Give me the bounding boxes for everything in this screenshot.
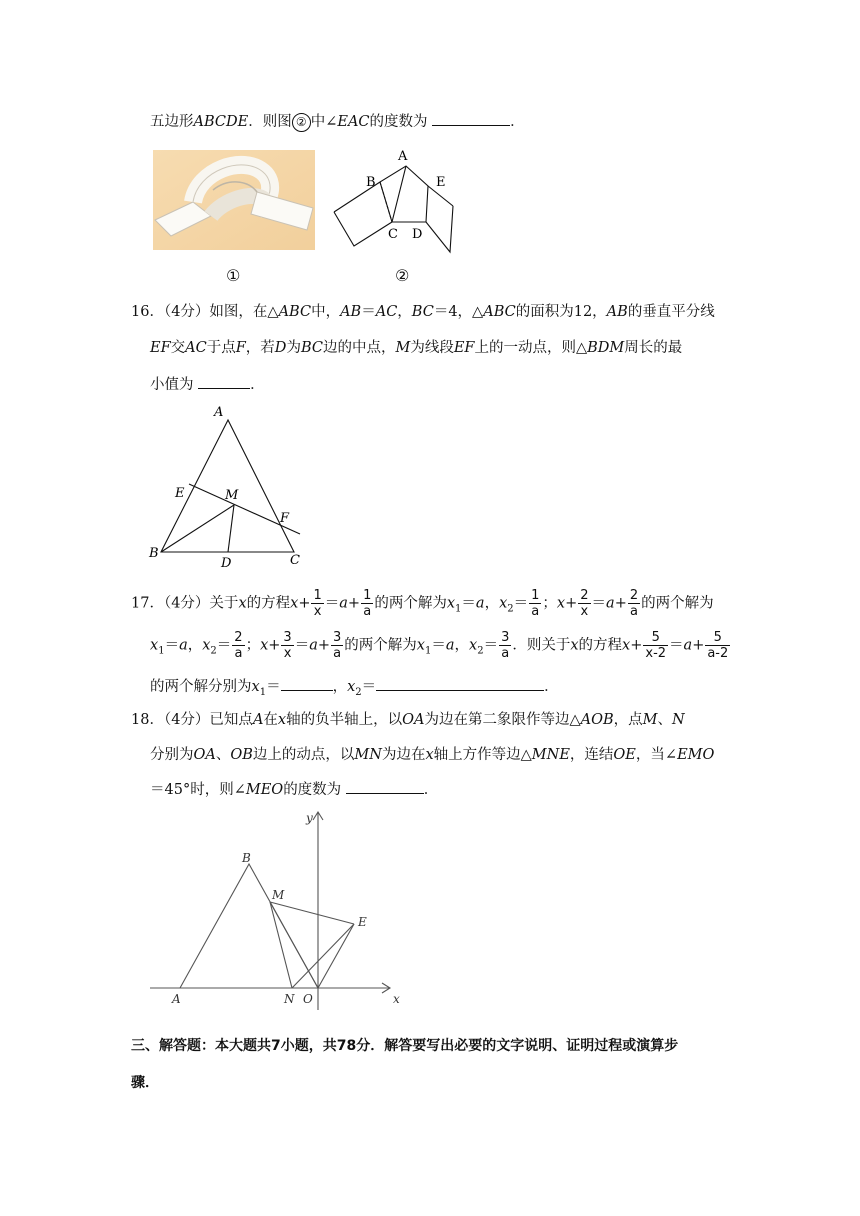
answer-blank-1 xyxy=(281,676,333,691)
answer-blank xyxy=(432,111,510,126)
label-B: B xyxy=(242,851,251,865)
q17-line3: 的两个解分别为$x_1=$ ，$x_2=$ ． xyxy=(150,676,860,703)
triangle-abc-figure xyxy=(144,400,314,572)
coordinate-triangle-figure xyxy=(146,806,410,1018)
q18-line3: ＝45°时，则∠MEO的度数为 ． xyxy=(150,779,860,800)
label-y: y xyxy=(306,811,313,825)
label-M: M xyxy=(272,888,285,902)
q18-line2: 分别为OA、OB边上的动点，以MN为边在x轴上方作等边△MNE，连结OE，当∠EMO xyxy=(150,747,715,763)
q16-line2: EF交AC于点F，若D为BC边的中点，M为线段EF上的一动点，则△BDM周长的最 xyxy=(150,340,683,356)
knot-photo-figure xyxy=(153,150,315,250)
pentagon-fold-figure xyxy=(328,146,458,258)
label-F: F xyxy=(280,511,290,526)
label-E: E xyxy=(436,175,446,190)
label-E: E xyxy=(175,486,185,501)
label-O: O xyxy=(303,992,313,1006)
q16-line1: 16．（4分）如图，在△ABC中，AB＝AC，BC＝4，△ABC的面积为12，AB的垂直平分线 xyxy=(131,304,715,320)
label-A: A xyxy=(398,149,408,164)
label-A: A xyxy=(214,405,224,420)
section-heading: 三、解答题：本大题共7小题，共78分．解答要写出必要的文字说明、证明过程或演算步 xyxy=(131,1038,679,1054)
label-C: C xyxy=(388,227,398,242)
q17-line1: 17．（4分）关于x的方程x+ $\frac{1}{x}$ ＝a+ $\frac{1}{a}$ 的两个解为$x_1=a$，$x_2=$ $\frac{1}{a}$ ；x+ $\frac{2}{x}$ ＝a+ $\frac{2}{a}$ 的两个解为 xyxy=(131,588,714,619)
label-B: B xyxy=(149,546,159,561)
q15-question-text: 五边形ABCDE．则图 ② 中∠EAC的度数为 ． xyxy=(150,111,860,132)
answer-blank xyxy=(346,779,424,794)
fig1-caption: ① xyxy=(226,266,241,285)
answer-blank-2 xyxy=(376,676,544,691)
fig2-caption: ② xyxy=(395,266,410,285)
section-heading-cont: 骤． xyxy=(131,1075,159,1091)
q16-line3: 小值为 ． xyxy=(150,374,860,395)
label-M: M xyxy=(225,488,239,503)
label-E: E xyxy=(358,915,367,929)
answer-blank xyxy=(198,374,250,389)
label-D: D xyxy=(412,227,423,242)
label-A: A xyxy=(172,992,181,1006)
label-C: C xyxy=(290,553,300,568)
q18-line1: 18．（4分）已知点A在x轴的负半轴上，以OA为边在第二象限作等边△AOB，点M、N xyxy=(131,712,685,728)
label-N: N xyxy=(284,992,295,1006)
q17-line2: $x_1=a$，$x_2=$ $\frac{2}{a}$ ；x+ $\frac{3}{x}$ ＝a+ $\frac{3}{a}$ 的两个解为$x_1=a$，$x_2=$ $\frac{3}{a}$ ．则关于x的方程x+ $\frac{5}{x-2}$ ＝a+ $\frac{5}{a-2}$ xyxy=(150,630,729,661)
label-D: D xyxy=(221,556,232,571)
label-B: B xyxy=(366,175,376,190)
label-x: x xyxy=(393,992,400,1006)
